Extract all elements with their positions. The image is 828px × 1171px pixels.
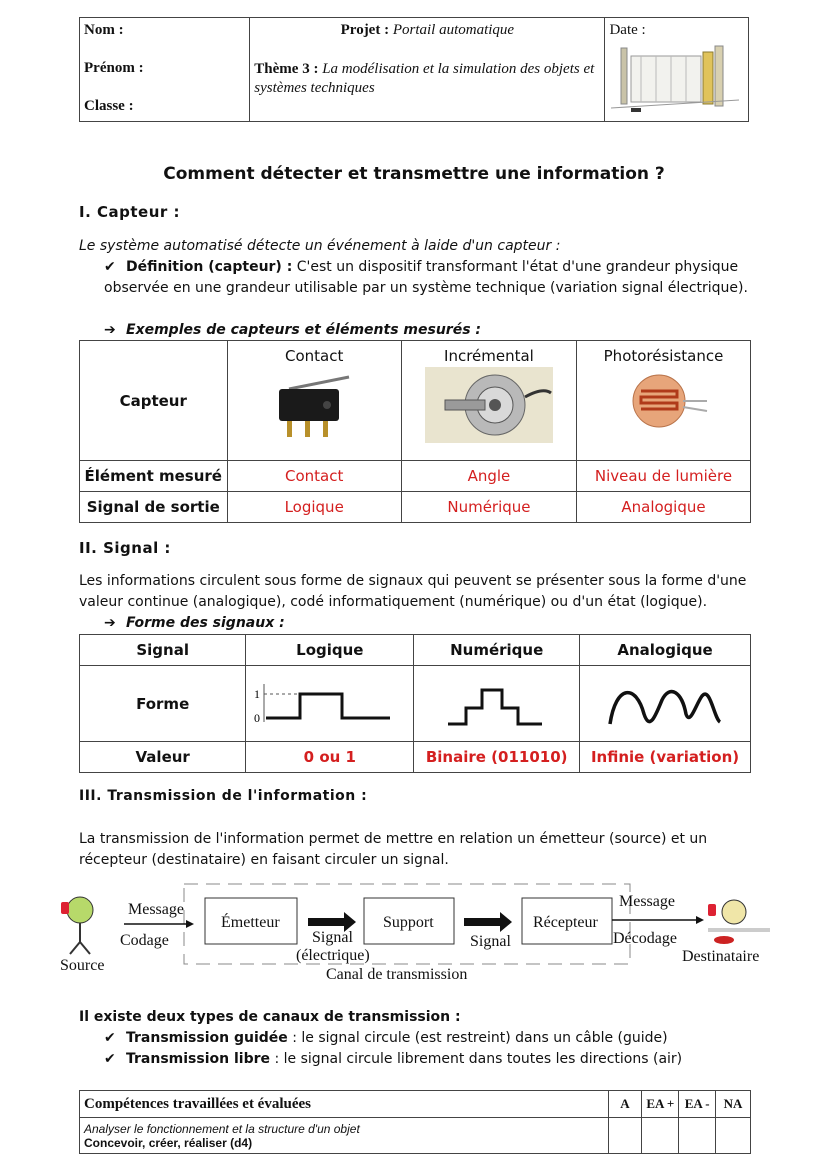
definition-label: Définition (capteur) : (126, 259, 293, 275)
header-table (79, 17, 749, 122)
signal-row-label: Signal de sortie (80, 492, 228, 523)
canaux-intro: Il existe deux types de canaux de transmission : (79, 1009, 461, 1025)
guidee-text: : le signal circule (est restreint) dans un câble (guide) (292, 1030, 668, 1046)
section-2-heading: II. Signal : (79, 539, 171, 557)
capteur-table (79, 340, 751, 523)
theme-value: La modélisation et la simulation des objets et systèmes techniques (254, 61, 595, 96)
competence-line-2: Concevoir, créer, réaliser (d4) (84, 1135, 253, 1150)
signal-table (79, 634, 751, 773)
tick-0-label: 0 (253, 710, 260, 725)
section-2-text: Les informations circulent sous forme de signaux qui peuvent se présenter sous la forme d'une valeur continue (analogique), codé informatiquement (numérique) ou d'un état (logique). (79, 573, 747, 610)
theme-line (254, 60, 600, 98)
gate-illustration (611, 42, 739, 118)
numeric-signal-graph (432, 674, 562, 734)
nom-label: Nom : (84, 22, 124, 38)
recepteur-label: Récepteur (533, 914, 598, 931)
examples-line (104, 320, 481, 341)
competences-table (79, 1090, 751, 1154)
element-incremental: Angle (401, 461, 576, 492)
destinataire-person-icon (708, 900, 770, 944)
forme-logique-cell (246, 666, 414, 742)
valeur-analogique: Infinie (variation) (580, 742, 751, 773)
check-icon: ✔ (104, 1051, 116, 1067)
definition-text: C'est un dispositif transformant l'état d'une grandeur physique observée en une grandeur utilisable par un système technique (variation signal électrique). (104, 259, 748, 296)
libre-text: : le signal circule librement dans toutes les directions (air) (274, 1051, 683, 1067)
arrow-right-icon: ➔ (104, 322, 116, 338)
section-1-heading: I. Capteur : (79, 203, 181, 221)
capteur-photo-name: Photorésistance (603, 347, 724, 365)
cell-na (716, 1118, 751, 1154)
microswitch-image (269, 371, 359, 441)
competence-line-1: Analyser le fonctionnement et la structure d'un objet (84, 1121, 360, 1136)
projet-label: Projet : (340, 22, 390, 38)
decodage-label: Décodage (613, 930, 677, 947)
student-info-cell (80, 18, 250, 122)
page-title: Comment détecter et transmettre une information ? (163, 164, 665, 184)
logic-waveform (266, 694, 390, 718)
valeur-row-label: Valeur (80, 742, 246, 773)
projet-line (254, 22, 600, 60)
cell-a (608, 1118, 642, 1154)
h-signal: Signal (80, 635, 246, 666)
source-person-icon (61, 897, 93, 954)
encoder-image (425, 367, 553, 443)
examples-label: Exemples de capteurs et éléments mesurés : (126, 322, 482, 338)
signal-label: Signal (470, 933, 511, 950)
check-icon: ✔ (104, 1030, 116, 1046)
h-logique: Logique (246, 635, 414, 666)
date-label: Date : (609, 22, 646, 38)
tick-1-label: 1 (253, 686, 260, 701)
date-cell (605, 18, 749, 122)
signal-elec-1: Signal (312, 929, 353, 946)
emetteur-label: Émetteur (221, 914, 280, 931)
codage-label: Codage (120, 932, 169, 949)
definition-item (104, 257, 754, 299)
cell-ea-minus (679, 1118, 716, 1154)
element-photo: Niveau de lumière (577, 461, 751, 492)
capteur-photo-cell (577, 341, 751, 461)
arrow-right-icon: ➔ (104, 615, 116, 631)
photoresistor-image (619, 369, 709, 437)
element-contact: Contact (227, 461, 401, 492)
capteur-incremental-cell (401, 341, 576, 461)
cell-ea-plus (642, 1118, 679, 1154)
forme-numerique-cell (414, 666, 580, 742)
col-na: NA (716, 1091, 751, 1118)
col-ea-minus: EA - (679, 1091, 716, 1118)
forme-line (104, 613, 285, 634)
signal-photo: Analogique (577, 492, 751, 523)
valeur-logique: 0 ou 1 (246, 742, 414, 773)
h-numerique: Numérique (414, 635, 580, 666)
classe-label: Classe : (84, 98, 134, 114)
theme-label: Thème 3 : (254, 61, 319, 77)
h-analogique: Analogique (580, 635, 751, 666)
prenom-label: Prénom : (84, 60, 144, 76)
canal-libre-item (104, 1049, 682, 1070)
col-ea-plus: EA + (642, 1091, 679, 1118)
libre-label: Transmission libre (126, 1051, 270, 1067)
canal-guidee-item (104, 1028, 668, 1049)
competence-row (80, 1118, 609, 1154)
canal-label: Canal de transmission (326, 966, 468, 983)
col-a: A (608, 1091, 642, 1118)
capteur-contact-cell (227, 341, 401, 461)
guidee-label: Transmission guidée (126, 1030, 288, 1046)
signal-incremental: Numérique (401, 492, 576, 523)
check-icon: ✔ (104, 259, 116, 275)
analog-waveform (610, 691, 720, 723)
section-3-heading: III. Transmission de l'information : (79, 788, 368, 804)
signal-contact: Logique (227, 492, 401, 523)
arrow-support-recepteur (464, 912, 512, 932)
element-row-label: Élément mesuré (80, 461, 228, 492)
message-left-label: Message (128, 901, 184, 918)
capteur-contact-name: Contact (285, 347, 344, 365)
section-3-text: La transmission de l'information permet de mettre en relation un émetteur (source) et un récepteur (destinataire) en faisant circuler un signal. (79, 831, 708, 868)
destinataire-label: Destinataire (682, 948, 760, 965)
capteur-row-label: Capteur (80, 341, 228, 461)
analog-signal-graph (590, 674, 740, 734)
capteur-incremental-name: Incrémental (444, 347, 534, 365)
forme-row-label: Forme (80, 666, 246, 742)
section-1-intro: Le système automatisé détecte un événement à laide d'un capteur : (79, 238, 561, 254)
projet-value: Portail automatique (392, 22, 515, 38)
project-info-cell (250, 18, 605, 122)
support-label: Support (383, 914, 434, 931)
logic-signal-graph (250, 674, 410, 734)
forme-label: Forme des signaux : (126, 615, 285, 631)
competences-title: Compétences travaillées et évaluées (80, 1091, 609, 1118)
source-label: Source (60, 957, 105, 974)
numeric-waveform (448, 690, 542, 724)
transmission-diagram (0, 876, 828, 986)
message-right-label: Message (619, 893, 675, 910)
signal-elec-2: (électrique) (296, 947, 370, 964)
valeur-numerique: Binaire (011010) (414, 742, 580, 773)
forme-analogique-cell (580, 666, 751, 742)
